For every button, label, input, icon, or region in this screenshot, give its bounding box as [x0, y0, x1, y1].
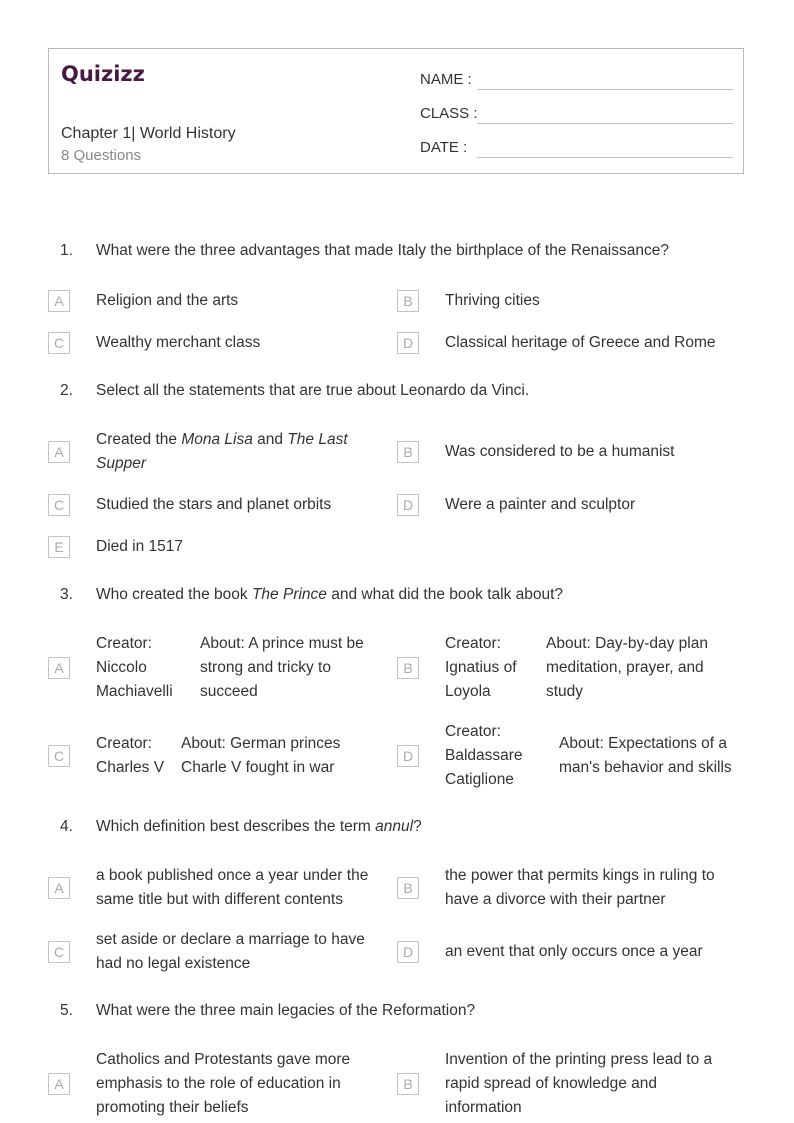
option-text: Died in 1517	[96, 538, 184, 555]
option-text: set aside or declare a marriage to have had no legal existence	[96, 931, 365, 972]
option-letter: A	[48, 290, 70, 312]
question-text: What were the three main legacies of the Reformation?	[96, 1002, 476, 1019]
option-creator: Creator: Baldassare Catiglione	[445, 723, 523, 788]
worksheet-title: Chapter 1| World History	[61, 125, 236, 142]
answer-option[interactable]	[397, 632, 708, 704]
option-letter: A	[48, 441, 70, 463]
answer-option[interactable]	[397, 864, 715, 912]
worksheet-header	[48, 48, 744, 174]
option-text: the power that permits kings in ruling to have a divorce with their partner	[445, 867, 715, 908]
answer-option[interactable]	[48, 1048, 350, 1120]
question-text: Select all the statements that are true about Leonardo da Vinci.	[96, 382, 530, 399]
option-letter: B	[397, 657, 419, 679]
option-about: About: A prince must be strong and tricky to succeed	[200, 635, 364, 700]
option-italic-title: Supper	[96, 455, 146, 472]
quizizz-logo	[61, 59, 153, 87]
option-about: About: Expectations of a man's behavior and skills	[559, 735, 732, 776]
option-text: Invention of the printing press lead to a rapid spread of knowledge and information	[445, 1051, 713, 1116]
option-letter: B	[397, 290, 419, 312]
option-italic-title: Mona Lisa	[181, 431, 253, 448]
option-creator: Creator: Ignatius of Loyola	[445, 635, 517, 700]
option-letter: A	[48, 1073, 70, 1095]
option-about: About: Day-by-day plan meditation, prayer, and study	[546, 635, 708, 700]
term-italic: annul	[375, 818, 414, 835]
option-text: Religion and the arts	[96, 292, 239, 309]
date-label: DATE :	[420, 139, 468, 156]
option-text: Were a painter and sculptor	[445, 496, 636, 513]
name-label: NAME :	[420, 71, 472, 88]
answer-option[interactable]	[48, 428, 348, 476]
class-line[interactable]	[477, 123, 733, 124]
option-letter: D	[397, 332, 419, 354]
option-letter: C	[48, 494, 70, 516]
answer-option[interactable]	[397, 720, 732, 792]
answer-option[interactable]	[397, 1048, 712, 1120]
option-letter: B	[397, 441, 419, 463]
answer-option[interactable]	[48, 535, 183, 559]
option-letter: D	[397, 494, 419, 516]
answer-option[interactable]	[397, 331, 716, 355]
option-letter: B	[397, 877, 419, 899]
date-line[interactable]	[477, 157, 733, 158]
option-creator: Creator: Charles V	[96, 735, 165, 776]
answer-option[interactable]	[48, 928, 365, 976]
option-about: About: German princes Charle V fought in war	[181, 735, 341, 776]
brand-wordmark: Quizizz	[61, 62, 145, 86]
option-letter: D	[397, 745, 419, 767]
answer-option[interactable]	[397, 940, 703, 964]
option-italic-title: The Last	[287, 431, 348, 448]
question-number: 5.	[60, 1002, 73, 1019]
option-text: a book published once a year under the same title but with different contents	[96, 867, 369, 908]
question-text: Which definition best describes the term annul?	[96, 818, 422, 835]
date-field[interactable]	[420, 134, 733, 158]
option-letter: B	[397, 1073, 419, 1095]
answer-option[interactable]	[48, 864, 368, 912]
option-text: Created the Mona Lisa and The Last Supper	[96, 431, 348, 472]
answer-option[interactable]	[48, 493, 331, 517]
option-letter: C	[48, 745, 70, 767]
answer-option[interactable]	[48, 632, 364, 704]
answer-option[interactable]	[48, 331, 260, 355]
option-text: Catholics and Protestants gave more emphasis to the role of education in promoting their beliefs	[96, 1051, 351, 1116]
answer-option[interactable]	[397, 289, 540, 313]
option-text	[96, 632, 364, 704]
question-text: What were the three advantages that made Italy the birthplace of the Renaissance?	[96, 242, 669, 259]
option-letter: C	[48, 332, 70, 354]
option-text: Classical heritage of Greece and Rome	[445, 334, 716, 351]
option-text	[445, 632, 708, 704]
option-letter: D	[397, 941, 419, 963]
class-label: CLASS :	[420, 105, 478, 122]
option-text	[445, 720, 732, 792]
option-text	[96, 732, 340, 780]
option-creator: Creator: Niccolo Machiavelli	[96, 635, 173, 700]
answer-option[interactable]	[397, 440, 674, 464]
option-text: Thriving cities	[445, 292, 540, 309]
name-field[interactable]	[420, 66, 733, 90]
question-text: Who created the book The Prince and what did the book talk about?	[96, 586, 564, 603]
question-number: 3.	[60, 586, 73, 603]
question-count: 8 Questions	[61, 147, 142, 164]
class-field[interactable]	[420, 100, 733, 124]
option-letter: A	[48, 657, 70, 679]
question-number: 1.	[60, 242, 73, 259]
question-number: 2.	[60, 382, 73, 399]
option-letter: C	[48, 941, 70, 963]
name-line[interactable]	[477, 89, 733, 90]
option-text: Was considered to be a humanist	[445, 443, 675, 460]
question-number: 4.	[60, 818, 73, 835]
option-letter: A	[48, 877, 70, 899]
option-text: Studied the stars and planet orbits	[96, 496, 332, 513]
answer-option[interactable]	[48, 289, 238, 313]
option-letter: E	[48, 536, 70, 558]
book-title: The Prince	[251, 586, 327, 603]
answer-option[interactable]	[48, 732, 340, 780]
option-text: Wealthy merchant class	[96, 334, 261, 351]
option-text: an event that only occurs once a year	[445, 943, 703, 960]
answer-option[interactable]	[397, 493, 635, 517]
